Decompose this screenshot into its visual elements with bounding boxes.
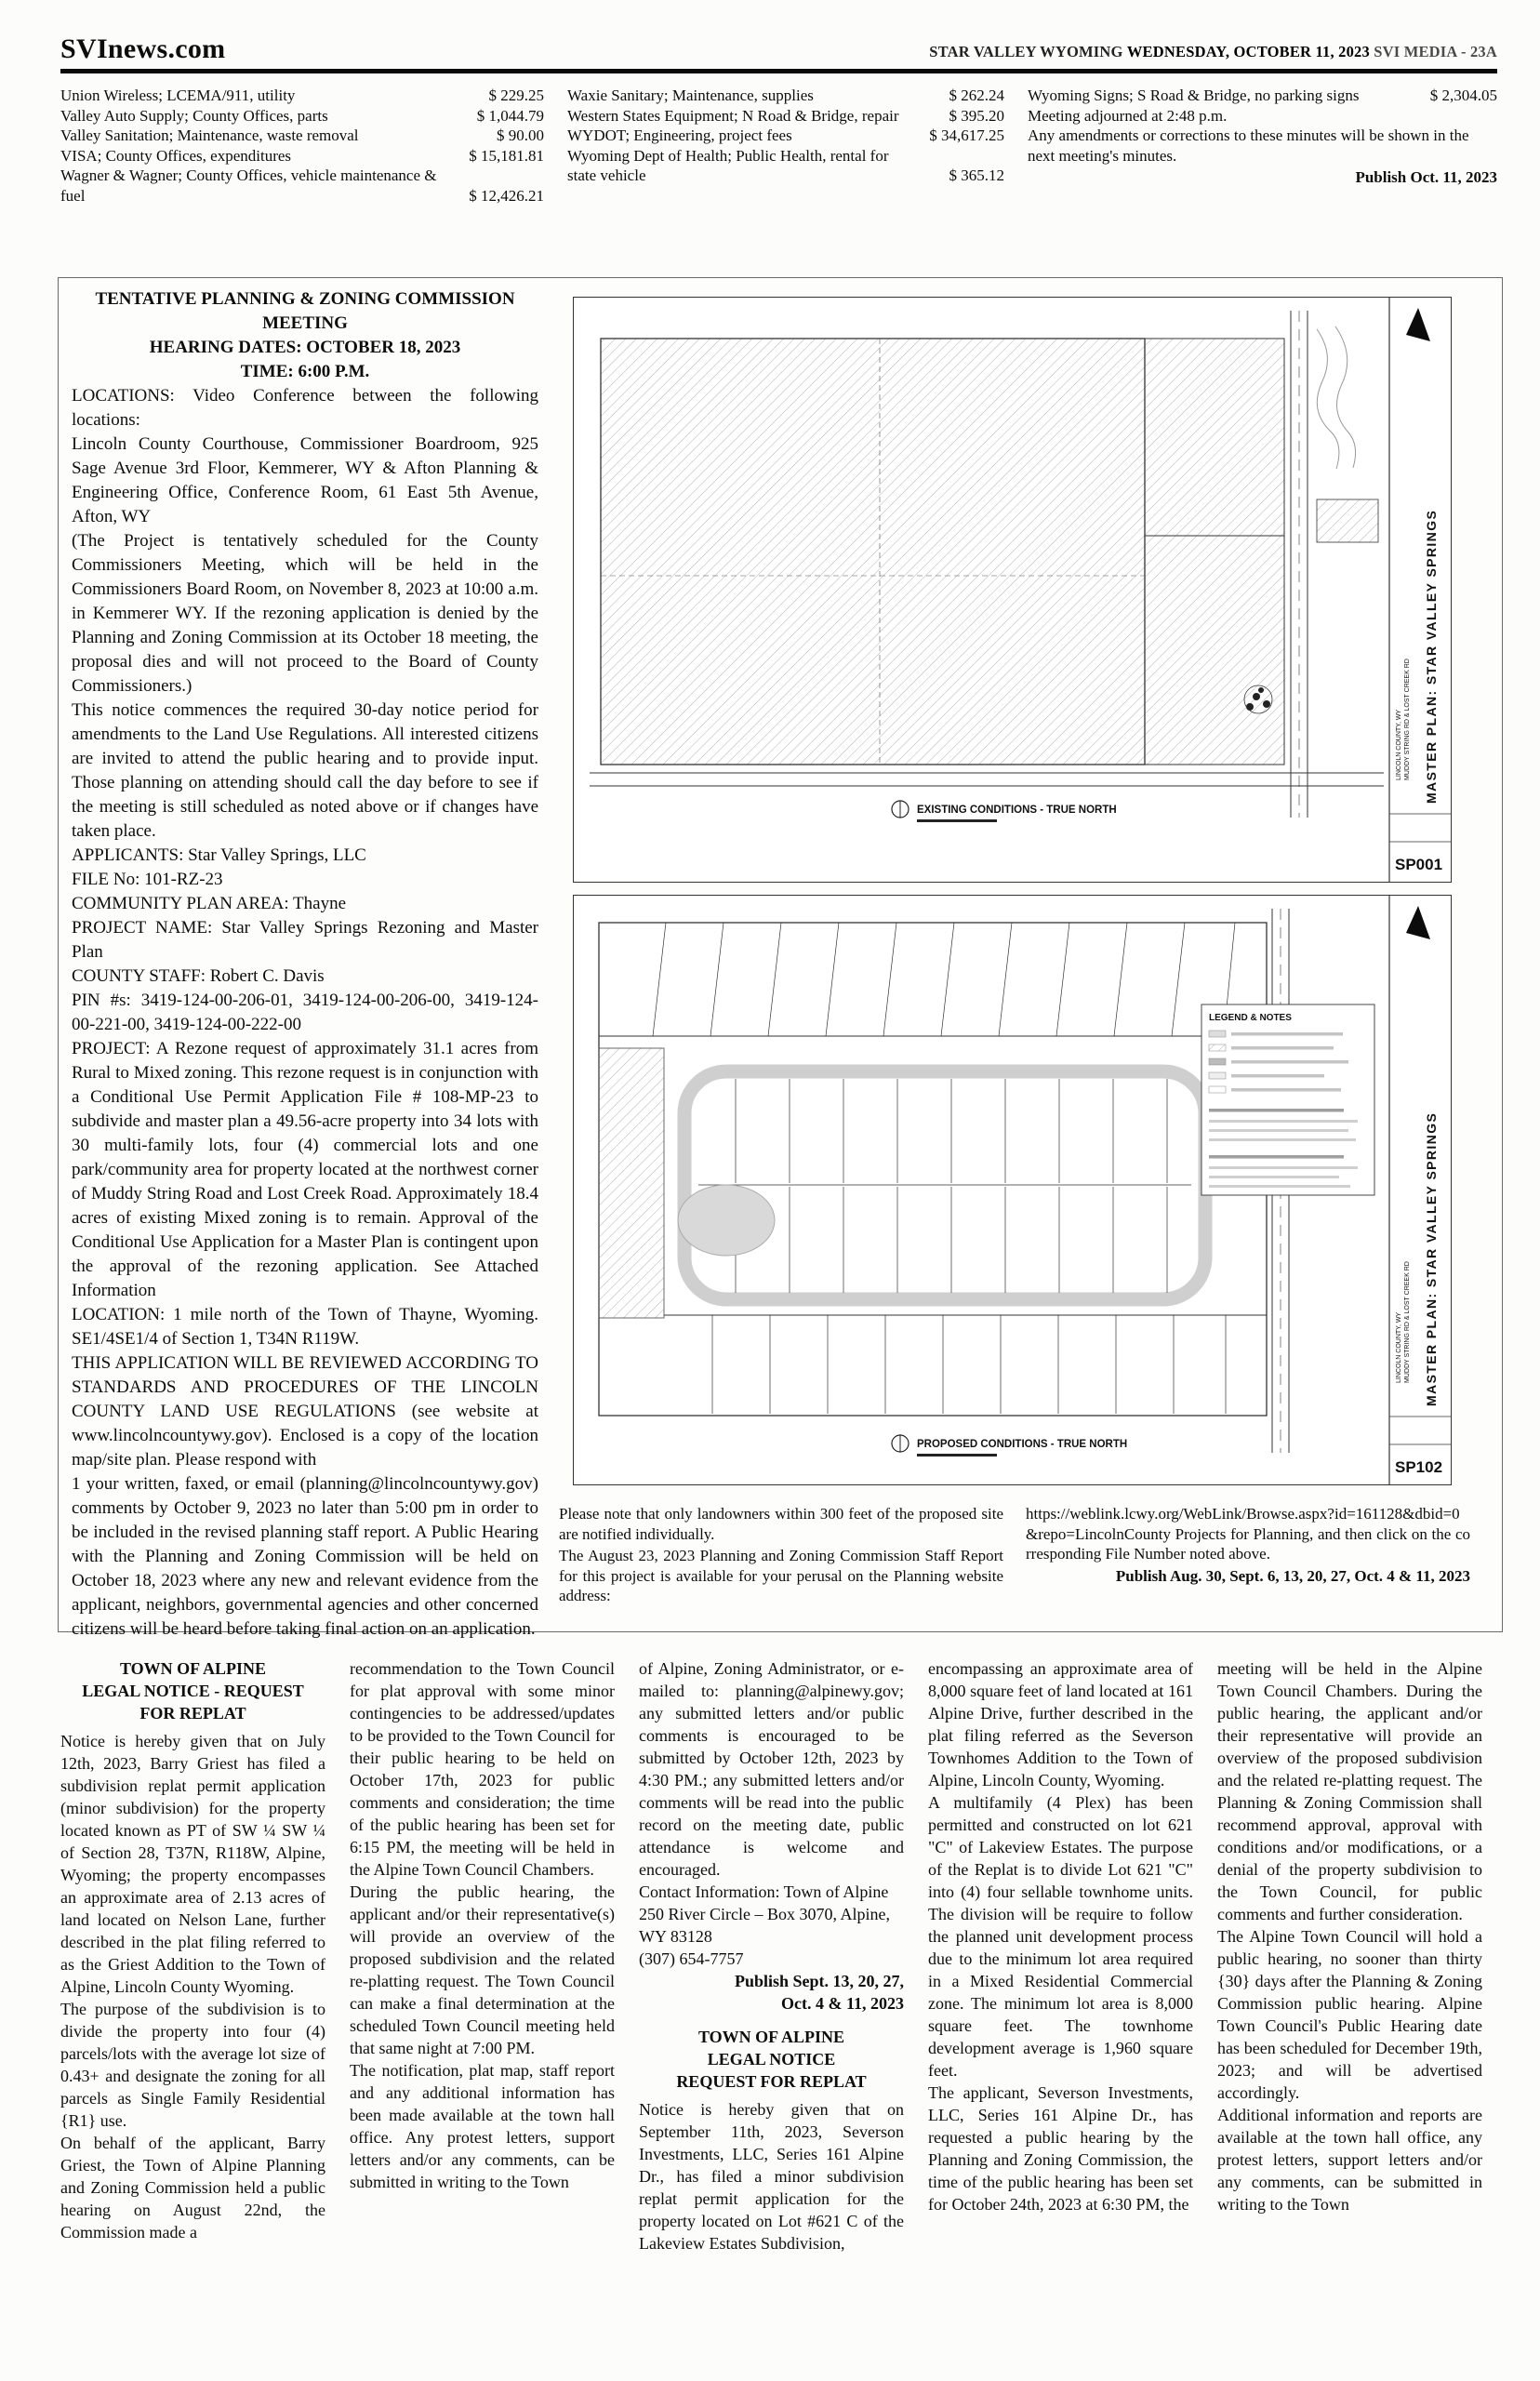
sheet-number: SP102 [1395, 1458, 1443, 1476]
pz-paragraph: 1 your written, faxed, or email (planning@lincolncountywy.gov) comments by October 9, 2023 no later than 5:00 pm in order to be included in the revised planning staff report. A Public Hearing with the Planning and Zoning Commission will be held on October 18, 2023 where any new and relevant evidence from the applicant, neighbors, governmental agencies and other concerned citizens will be heard before taking final action on an application. [72, 1474, 538, 1639]
minutes-col-3 [1028, 86, 1497, 206]
master-plan-sheet-sp001 [573, 297, 1452, 883]
alpine-col-5 [1217, 1657, 1482, 2255]
expenditure-line [567, 146, 1004, 186]
expenditure-amount: $ 365.12 [949, 166, 1004, 184]
publish-line: Publish Aug. 30, Sept. 6, 13, 20, 27, Oct. 4 & 11, 2023 [1115, 1566, 1470, 1585]
expenditure-label: Waxie Sanitary; Maintenance, supplies [567, 86, 814, 104]
expenditure-label: Wyoming Signs; S Road & Bridge, no parking signs [1028, 86, 1360, 104]
folio-line [929, 43, 1497, 65]
sheet-number: SP001 [1395, 856, 1443, 873]
svg-text:LINCOLN COUNTY, WY: LINCOLN COUNTY, WY [1396, 709, 1402, 780]
expenditure-line [60, 146, 544, 166]
alpine-paragraph: meeting will be held in the Alpine Town Council Chambers. During the public hearing, the applicant and/or their representative will provide an overview of the proposed subdivision and the related re-platting request. The Planning & Zoning Commission shall recommend approval, approval with conditions and/or modifications, or a denial of the property subdivision to the Town Council, for public comments and further consideration. [1217, 1659, 1482, 1923]
alpine-legal-notices [60, 1657, 1497, 2255]
alpine-paragraph: recommendation to the Town Council for plat approval with some minor contingencies to be addressed/updates to be provided to the Town Council for their public hearing to be held on October 17th, 2023 for public comments and consideration; the time of the public hearing has been set for 6:15 PM, the meeting will be held in the Alpine Town Council Chambers. [350, 1659, 615, 1879]
expenditure-label: Wyoming Dept of Health; Public Health, rental for state vehicle [567, 146, 889, 184]
svg-text:MUDDY STRING RD & LOST CREEK R: MUDDY STRING RD & LOST CREEK RD [1404, 1261, 1411, 1383]
expenditure-amount: $ 395.20 [949, 106, 1004, 125]
adjournment-line: Meeting adjourned at 2:48 p.m. [1028, 106, 1228, 125]
planning-zoning-notice [58, 277, 1503, 1639]
svg-text:MASTER PLAN: STAR VALLEY SPRIN: MASTER PLAN: STAR VALLEY SPRINGS [1424, 509, 1439, 804]
pz-paragraph: PROJECT NAME: Star Valley Springs Rezoning and Master Plan [72, 918, 538, 962]
alpine-paragraph: encompassing an approximate area of 8,000 square feet of land located at 161 Alpine Drive, further described in the plat filing referred as the Severson Townhomes Addition to the Town of Alpine, Lincoln County, Wyoming. [928, 1659, 1193, 1789]
legend-box [1201, 1004, 1374, 1195]
pz-notes [559, 1504, 1494, 1608]
expenditure-line [60, 106, 544, 126]
header-rule [60, 69, 1497, 73]
masthead: SVInews.com [60, 33, 226, 64]
alpine-paragraph: On behalf of the applicant, Barry Griest, the Town of Alpine Planning and Zoning Commission held a public hearing on August 22nd, the Commission made a [60, 2134, 325, 2241]
alpine-col-1 [60, 1657, 325, 2255]
contact-address: 250 River Circle – Box 3070, Alpine, WY 83128 [639, 1905, 890, 1946]
alpine-paragraph: The applicant, Severson Investments, LLC, Series 161 Alpine Dr., has requested a public hearing by the Planning and Zoning Commission, the time of the public hearing has been set for October 24th, 2023 at 6:30 PM, the [928, 2083, 1193, 2214]
folio-date: WEDNESDAY, OCTOBER 11, 2023 [1126, 43, 1370, 60]
pz-paragraph: LOCATIONS: Video Conference between the following locations: [72, 386, 538, 430]
alpine-col-2 [350, 1657, 615, 2255]
alpine-notice1-title: TOWN OF ALPINE LEGAL NOTICE - REQUEST FOR REPLAT [82, 1659, 304, 1723]
expenditure-line [60, 166, 544, 206]
alpine-paragraph: Notice is hereby given that on July 12th, 2023, Barry Griest has filed a subdivision replat permit application (minor subdivision) for the property located known as PT of SW ¼ SW ¼ of Section 28, T37N, R118W, Alpine, Wyoming; the property encompasses an approximate area of 2.13 acres of land located on Nelson Lane, further described in the plat filing referred to as the Griest Addition to the Town of Alpine, Lincoln County Wyoming. [60, 1732, 325, 1996]
pz-paragraph: THIS APPLICATION WILL BE REVIEWED ACCORDING TO STANDARDS AND PROCEDURES OF THE LINCOLN COUNTY LAND USE REGULATIONS (see website at www.lincolncountywy.gov). Enclosed is a copy of the location map/site plan. Please respond with [72, 1353, 538, 1470]
pz-paragraph: PROJECT: A Rezone request of approximately 31.1 acres from Rural to Mixed zoning. This rezone request is in conjunction with a Conditional Use Permit Application File # 108-MP-23 to subdivide and master plan a 49.56-acre property into 34 lots with 30 multi-family lots, four (4) commercial lots and one park/community area for property located at the northwest corner of Muddy String Road and Lost Creek Road. Approximately 18.4 acres of existing Mixed zoning is to remain. Approval of the Conditional Use Application for a Master Plan is contingent upon the approval of the rezoning application. See Attached Information [72, 1039, 538, 1300]
pz-paragraph: PIN #s: 3419-124-00-206-01, 3419-124-00-206-00, 3419-124-00-221-00, 3419-124-00-222-00 [72, 991, 538, 1034]
publish-line: Publish Oct. 11, 2023 [1355, 168, 1497, 186]
alpine-paragraph: The notification, plat map, staff report and any additional information has been made available at the town hall office. Any protest letters, support letters and/or any comments, can be submitted in writing to the Town [350, 2061, 615, 2191]
pz-notice-text-column [72, 287, 538, 1642]
expenditure-amount: $ 34,617.25 [929, 126, 1004, 144]
minutes-col-1 [60, 86, 544, 206]
expenditure-line [60, 126, 544, 146]
pz-paragraph: This notice commences the required 30-day notice period for amendments to the Land Use Regulations. All interested citizens are invited to attend the public hearing and to provide input. Those planning on attending should call the day before to see if the meeting is still scheduled as noted above or if changes have taken place. [72, 700, 538, 841]
pz-note: The August 23, 2023 Planning and Zoning Commission Staff Report for this project is available for your perusal on the Planning website address: [559, 1547, 1003, 1604]
pz-hearing-time: TIME: 6:00 P.M. [240, 362, 370, 381]
expenditure-amount: $ 2,304.05 [1429, 86, 1497, 104]
alpine-paragraph: Additional information and reports are available at the town hall office, any protest letters, support letters and/or any comments, can be submitted in writing to the Town [1217, 2106, 1482, 2214]
pz-notes-left [559, 1504, 1003, 1608]
expenditure-label: VISA; County Offices, expenditures [60, 146, 292, 165]
expenditure-amount: $ 12,426.21 [469, 186, 544, 205]
pz-paragraph: COUNTY STAFF: Robert C. Davis [72, 966, 325, 986]
svg-text:MASTER PLAN: STAR VALLEY SPRIN: MASTER PLAN: STAR VALLEY SPRINGS [1424, 1111, 1439, 1406]
alpine-paragraph: of Alpine, Zoning Administrator, or e-mailed to: planning@alpinewy.gov; any submitted letters and/or public comments is encouraged to be submitted by October 12th, 2023 by 4:30 PM.; any submitted letters and/or comments will be read into the public record on the meeting date, public attendance is welcome and encouraged. [639, 1659, 904, 1879]
expenditure-line [567, 86, 1004, 106]
folio-brand: SVI MEDIA - 23A [1374, 43, 1497, 60]
expenditure-line [567, 126, 1004, 146]
expenditure-amount: $ 229.25 [488, 86, 544, 104]
expenditure-label: WYDOT; Engineering, project fees [567, 126, 792, 144]
svg-text:LINCOLN COUNTY, WY: LINCOLN COUNTY, WY [1396, 1311, 1402, 1383]
expenditure-amount: $ 262.24 [949, 86, 1004, 104]
expenditure-amount: $ 1,044.79 [476, 106, 544, 125]
contact-phone: (307) 654-7757 [639, 1949, 744, 1968]
pz-weblink-url: https://weblink.lcwy.org/WebLink/Browse.aspx?id=161128&dbid=0&repo=LincolnCounty Projects for Planning, and then click on the corresponding File Number noted above. [1026, 1505, 1470, 1563]
expenditure-label: Western States Equipment; N Road & Bridge, repair [567, 106, 899, 125]
pz-paragraph: FILE No: 101-RZ-23 [72, 870, 223, 889]
expenditure-amount: $ 15,181.81 [469, 146, 544, 165]
svg-text:EXISTING CONDITIONS - TRUE NOR: EXISTING CONDITIONS - TRUE NORTH [917, 805, 1117, 816]
alpine-paragraph: A multifamily (4 Plex) has been permitted and constructed on lot 621 "C" of Lakeview Estates. The purpose of the Replat is to divide Lot 621 "C" into (4) four sellable townhome units. The division will be require to follow the planned unit development process due to the minimum lot area required in a Mixed Residential Commercial zone. The minimum lot area is 8,000 square feet. The townhome development average is 1,960 square feet. [928, 1793, 1193, 2080]
expenditure-line [60, 86, 544, 106]
pz-paragraph: LOCATION: 1 mile north of the Town of Thayne, Wyoming. SE1/4SE1/4 of Section 1, T34N R119W. [72, 1305, 538, 1349]
pz-paragraph: (The Project is tentatively scheduled for the County Commissioners Meeting, which will be held in the Commissioners Board Room, on November 8, 2023 at 10:00 a.m. in Kemmerer WY. If the rezoning application is denied by the Planning and Zoning Commission at its October 18 meeting, the proposal dies and will not proceed to the Board of County Commissioners.) [72, 531, 538, 696]
alpine-paragraph: Notice is hereby given that on September 11th, 2023, Severson Investments, LLC, Series 161 Alpine Dr., has filed a minor subdivision replat permit application for the property located on Lot #621 C of the Lakeview Estates Subdivision, [639, 2100, 904, 2253]
pz-paragraph: APPLICANTS: Star Valley Springs, LLC [72, 845, 366, 865]
pz-paragraph: Lincoln County Courthouse, Commissioner Boardroom, 925 Sage Avenue 3rd Floor, Kemmerer, WY & Afton Planning & Engineering Office, Conference Room, 61 East 5th Avenue, Afton, WY [72, 434, 538, 526]
expenditure-line [567, 106, 1004, 126]
master-plan-sheet-sp102 [573, 895, 1452, 1485]
expenditure-label: Valley Auto Supply; County Offices, parts [60, 106, 328, 125]
pz-notice-title: TENTATIVE PLANNING & ZONING COMMISSION MEETING [95, 289, 515, 333]
folio-location: STAR VALLEY WYOMING [929, 43, 1123, 60]
expenditure-label: Valley Sanitation; Maintenance, waste removal [60, 126, 359, 144]
minutes-expenditures [60, 86, 1497, 206]
minutes-col-2 [567, 86, 1004, 206]
alpine-notice2-title: TOWN OF ALPINE LEGAL NOTICE REQUEST FOR REPLAT [676, 2028, 867, 2091]
svg-text:LEGEND & NOTES: LEGEND & NOTES [1209, 1013, 1292, 1023]
pond [678, 1185, 775, 1256]
svg-text:PROPOSED CONDITIONS - TRUE NOR: PROPOSED CONDITIONS - TRUE NORTH [917, 1439, 1128, 1450]
pz-note: Please note that only landowners within 300 feet of the proposed site are notified individually. [559, 1505, 1003, 1543]
publish-line: Publish Sept. 13, 20, 27, Oct. 4 & 11, 2023 [734, 1972, 904, 2013]
alpine-col-3 [639, 1657, 904, 2255]
pz-paragraph: COMMUNITY PLAN AREA: Thayne [72, 894, 347, 913]
alpine-col-4 [928, 1657, 1193, 2255]
contact-label: Contact Information: Town of Alpine [639, 1882, 889, 1901]
amendments-line: Any amendments or corrections to these minutes will be shown in the next meeting's minutes. [1028, 126, 1469, 165]
alpine-paragraph: The Alpine Town Council will hold a public hearing, no sooner than thirty {30} days after the Planning & Zoning Commission public hearing. Alpine Town Council's Public Hearing date has been scheduled for December 19th, 2023; and will be advertised accordingly. [1217, 1927, 1482, 2102]
svg-text:MUDDY STRING RD & LOST CREEK R: MUDDY STRING RD & LOST CREEK RD [1404, 658, 1411, 780]
expenditure-label: Union Wireless; LCEMA/911, utility [60, 86, 296, 104]
pz-notes-right [1026, 1504, 1470, 1608]
expenditure-line [1028, 86, 1497, 106]
subdivision-boundary [599, 923, 1267, 1416]
alpine-paragraph: During the public hearing, the applicant and/or their representative(s) will provide an overview of the proposed subdivision and the related re-platting request. The Town Council can make a final determination at the scheduled Town Council meeting held that same night at 7:00 PM. [350, 1882, 615, 2057]
existing-parcel-hatch [601, 339, 1378, 765]
expenditure-amount: $ 90.00 [497, 126, 544, 144]
page-header [60, 28, 1497, 65]
pz-hearing-dates: HEARING DATES: OCTOBER 18, 2023 [149, 338, 461, 357]
expenditure-label: Wagner & Wagner; County Offices, vehicle maintenance & fuel [60, 166, 437, 205]
alpine-paragraph: The purpose of the subdivision is to divide the property into four (4) parcels/lots with the average lot size of 0.43+ and designate the zoning for all parcels as Single Family Residential {R1} use. [60, 2000, 325, 2130]
